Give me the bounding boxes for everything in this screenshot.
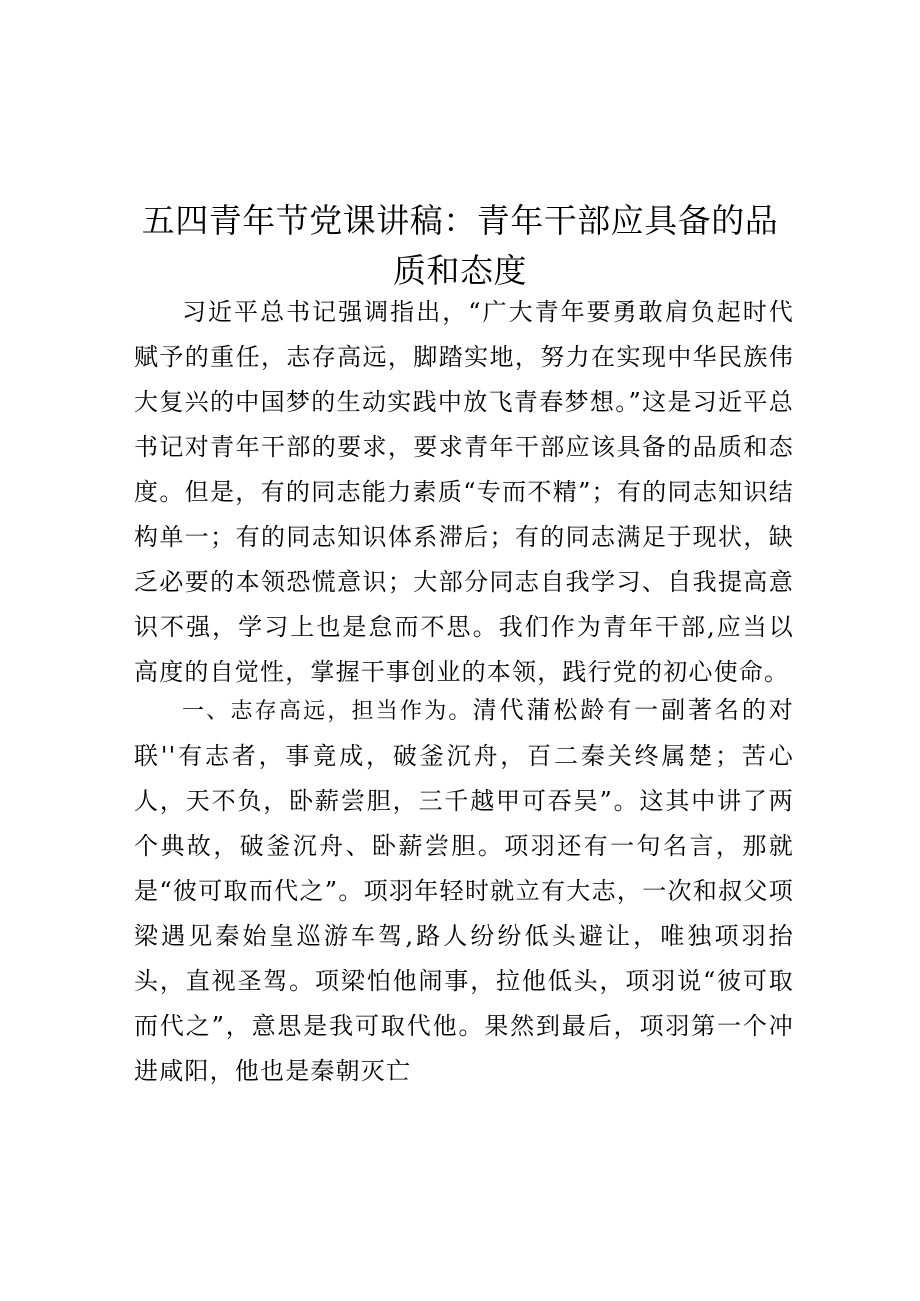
paragraph-intro: 习近平总书记强调指出，“广大青年要勇敢肩负起时代赋予的重任，志存高远，脚踏实地，努力在实现中华民族伟大复兴的中国梦的生动实践中放飞青春梦想。”这是习近平总书记对青年干部的要求，要求青年干部应该具备的品质和态度。但是，有的同志能力素质“专而不精”；有的同志知识结构单一；有的同志知识体系滞后；有的同志满足于现状，缺乏必要的本领恐慌意识；大部分同志自我学习、自我提高意识不强，学习上也是怠而不思。我们作为青年干部,应当以高度的自觉性，掌握干事创业的本领，践行党的初心使命。 xyxy=(134,298,794,686)
document-title: 五四青年节党课讲稿：青年干部应具备的品质和态度 xyxy=(141,201,779,290)
section-one-heading: 一、志存高远，担当作为。 xyxy=(182,699,473,724)
paragraph-section-one xyxy=(134,688,794,1094)
section-one-text: 清代蒲松龄有一副著名的对联''有志者，事竟成，破釜沉舟，百二秦关终属楚；苦心人，天不负，卧薪尝胆，三千越甲可吞吴”。这其中讲了两个典故，破釜沉舟、卧薪尝胆。项羽还有一句名言，那就是“彼可取而代之”。项羽年轻时就立有大志，一次和叔父项梁遇见秦始皇巡游车驾,路人纷纷低头避让，唯独项羽抬头，直视圣驾。项梁怕他闹事，拉他低头，项羽说“彼可取而代之”，意思是我可取代他。果然到最后，项羽第一个冲进咸阳，他也是秦朝灭亡 xyxy=(134,696,794,1085)
